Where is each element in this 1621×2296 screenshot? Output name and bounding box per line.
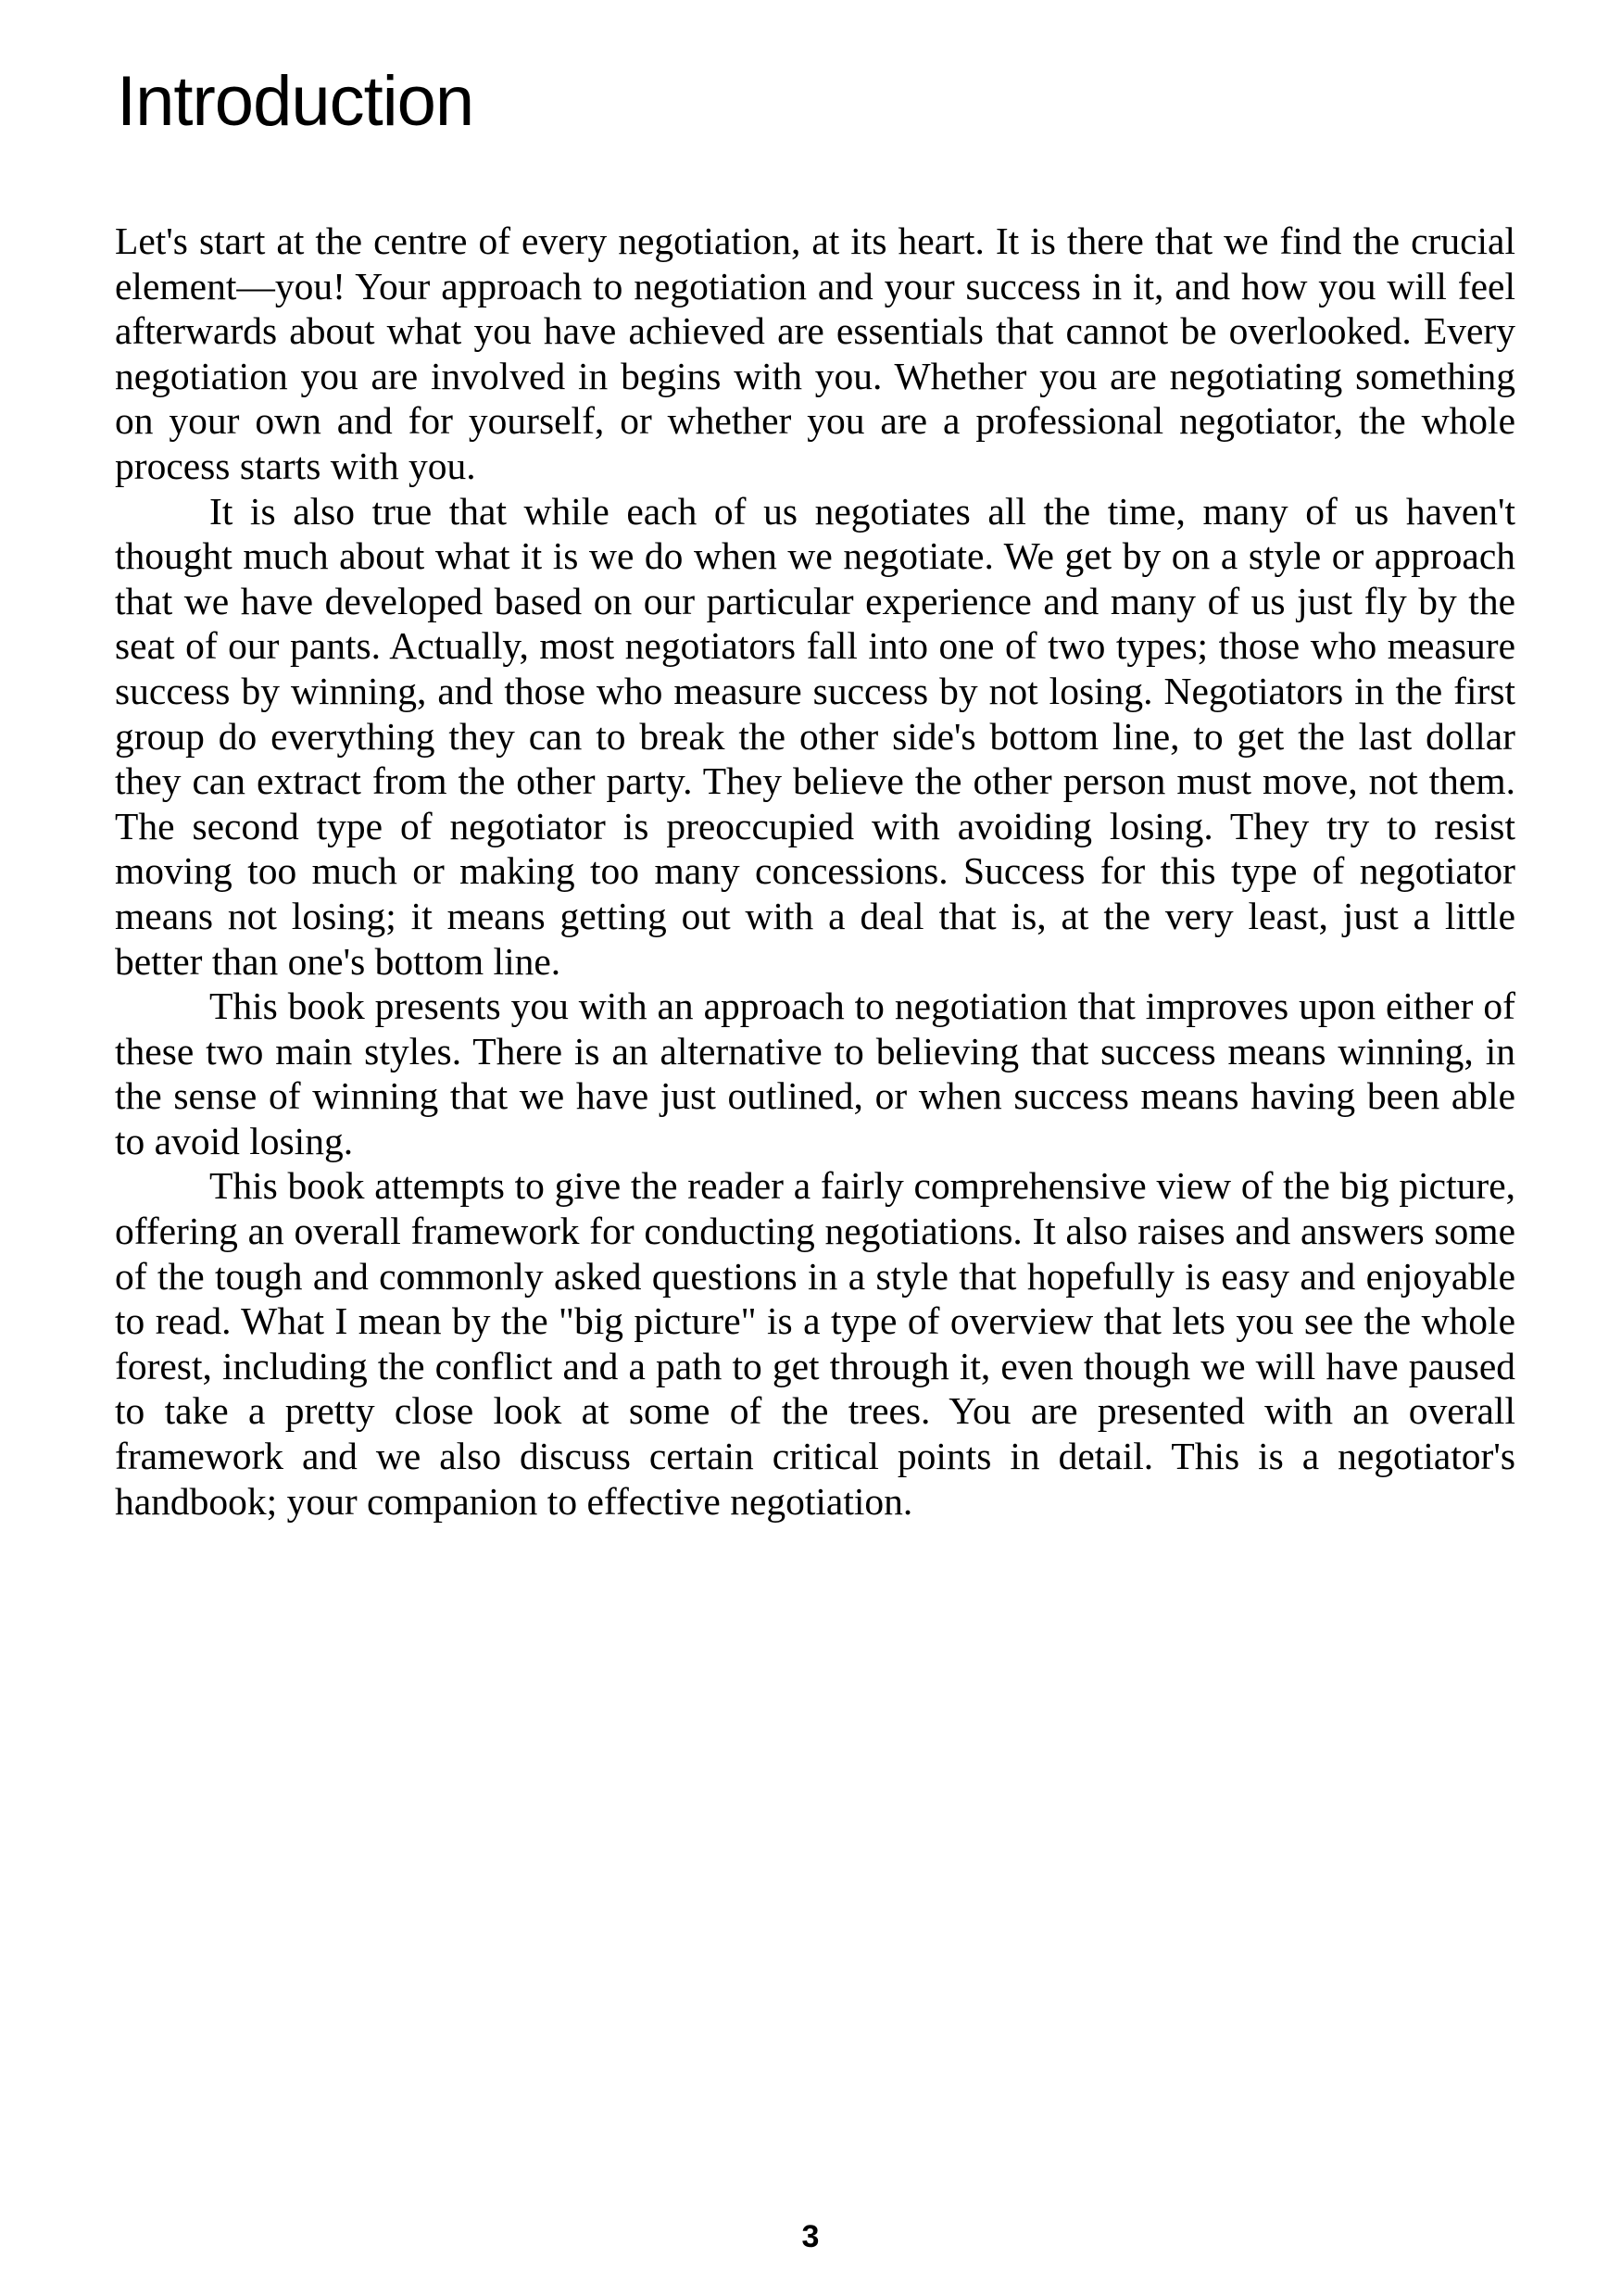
paragraph: This book presents you with an approach to negotiation that improves upon either of these two main styles. There is an alternative to believing that success means winning, in the sense of winning that we have just outlined, or when success means having been able to avoid losing.: [115, 985, 1515, 1162]
paragraph: Let's start at the centre of every negotiation, at its heart. It is there that we find the crucial element—you! Your approach to negotiation and your success in it, and how you will feel afterwards about what you have achieved are essentials that cannot be overlooked. Every negotiation you are involved in begins with you. Whether you are negotiating something on your own and for yourself, or whether you are a professional negotiator, the whole process starts with you.: [115, 220, 1515, 487]
body-text: [115, 219, 1515, 1524]
paragraph: This book attempts to give the reader a fairly comprehensive view of the big picture, offering an overall framework for conducting negotiations. It also raises and answers some of the tough and commonly asked questions in a style that hopefully is easy and enjoyable to read. What I mean by the "big picture" is a type of overview that lets you see the whole forest, including the conflict and a path to get through it, even though we will have paused to take a pretty close look at some of the trees. You are presented with an overall framework and we also discuss certain critical points in detail. This is a negotiator's handbook; your companion to effective negotiation.: [115, 1164, 1515, 1523]
page-number: 3: [801, 2219, 820, 2254]
paragraph: It is also true that while each of us negotiates all the time, many of us haven't thought much about what it is we do when we negotiate. We get by on a style or approach that we have developed based on our particular experience and many of us just fly by the seat of our pants. Actually, most negotiators fall into one of two types; those who measure success by winning, and those who measure success by not losing. Negotiators in the first group do everything they can to break the other side's bottom line, to get the last dollar they can extract from the other party. They believe the other person must move, not them. The second type of negotiator is preoccupied with avoiding losing. They try to resist moving too much or making too many concessions. Success for this type of negotiator means not losing; it means getting out with a deal that is, at the very least, just a little better than one's bottom line.: [115, 489, 1515, 983]
page-title: Introduction: [117, 62, 474, 141]
